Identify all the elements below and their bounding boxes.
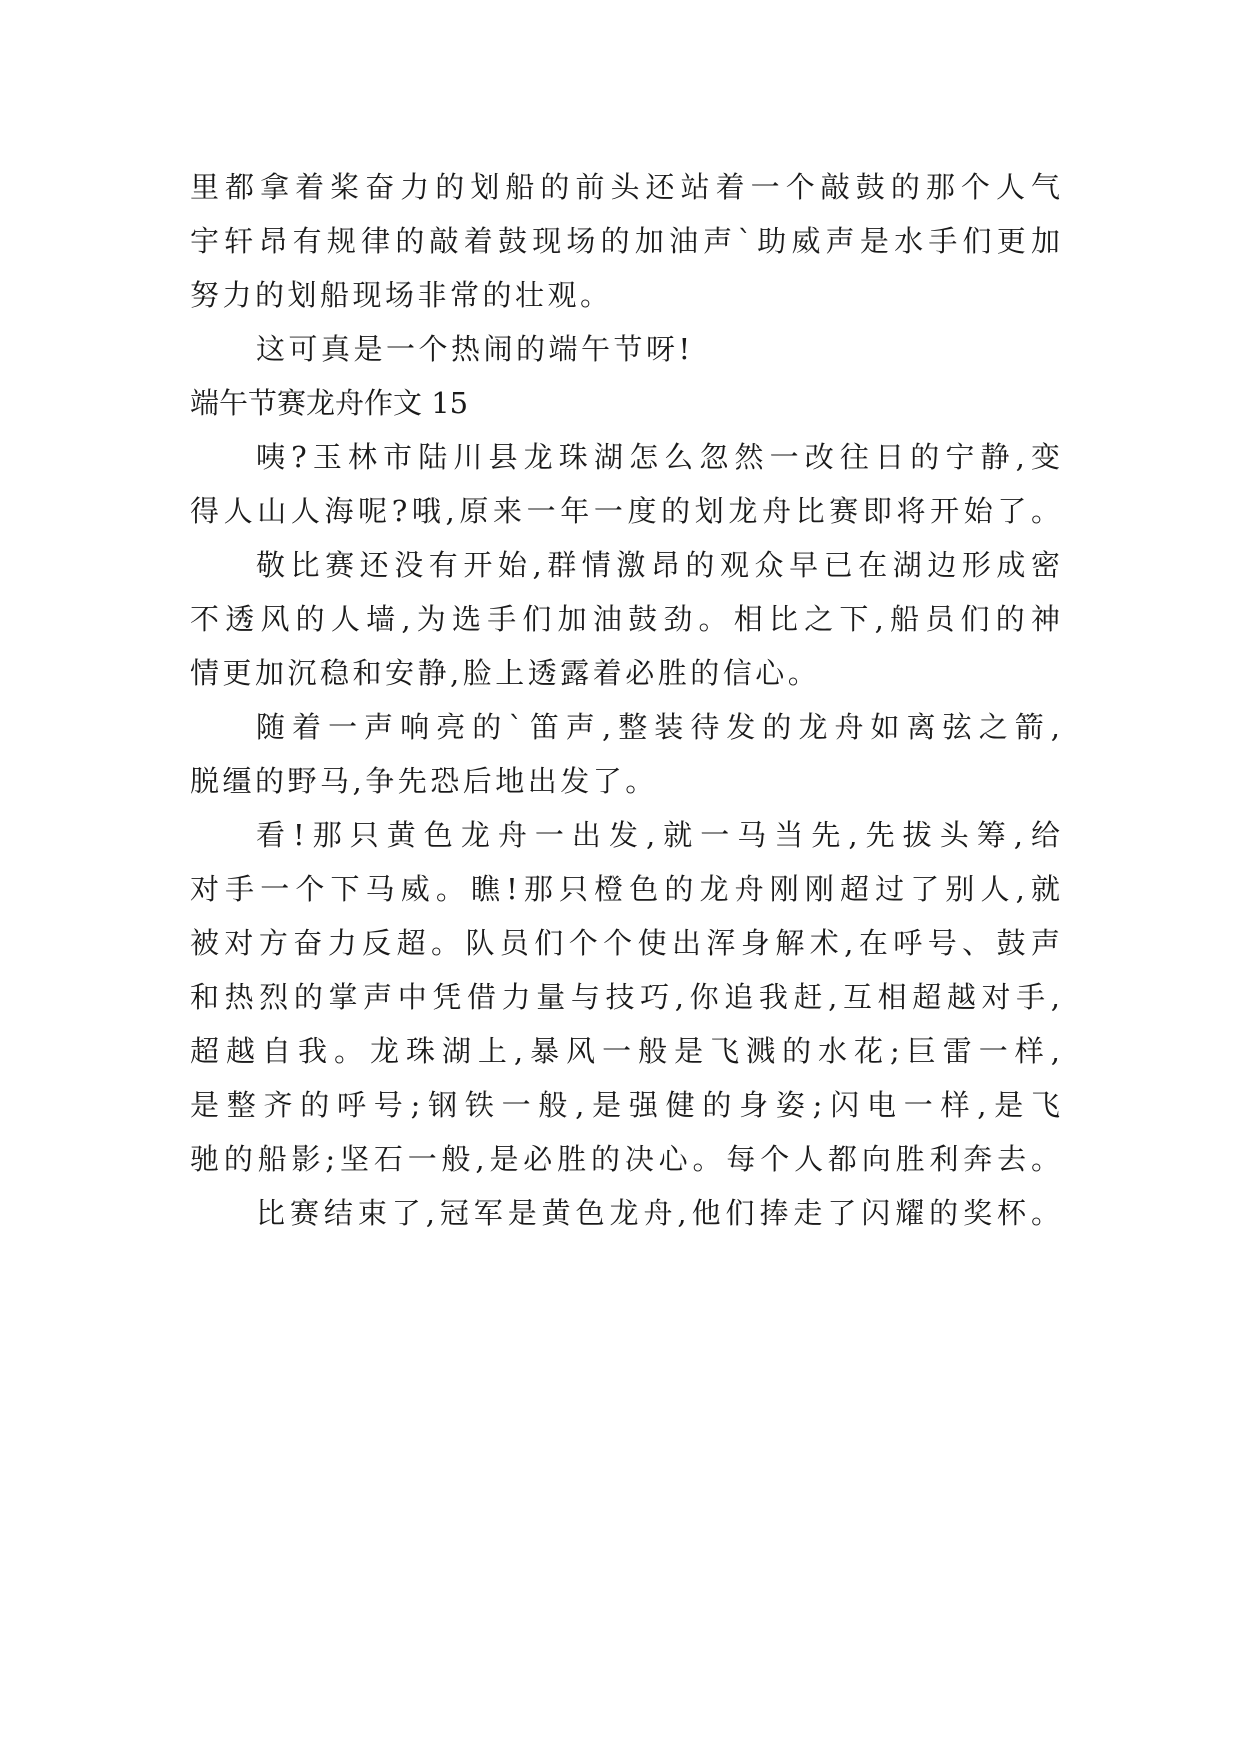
text-line: [190, 1186, 1060, 1240]
text-line: [190, 538, 1060, 592]
text-line: [190, 268, 1060, 322]
text-line-content: 被对方奋力反超。队员们个个使出浑身解术,在呼号、鼓声: [190, 926, 1060, 960]
text-line-content: 和热烈的掌声中凭借力量与技巧,你追我赶,互相超越对手,: [190, 980, 1060, 1014]
text-line: [190, 322, 1060, 376]
text-line-content: 宇轩昂有规律的敲着鼓现场的加油声`助威声是水手们更加: [190, 224, 1060, 258]
text-line-content: 敬比赛还没有开始,群情激昂的观众早已在湖边形成密: [256, 548, 1060, 582]
text-line: [190, 970, 1060, 1024]
text-line: [190, 430, 1060, 484]
text-line: [190, 1132, 1060, 1186]
text-line: [190, 214, 1060, 268]
text-line-content: 超越自我。龙珠湖上,暴风一般是飞溅的水花;巨雷一样,: [190, 1034, 1060, 1068]
text-line: [190, 700, 1060, 754]
text-line: [190, 484, 1060, 538]
text-line-content: 随着一声响亮的`笛声,整装待发的龙舟如离弦之箭,: [256, 710, 1060, 744]
text-line: [190, 646, 1060, 700]
text-line-content: 得人山人海呢?哦,原来一年一度的划龙舟比赛即将开始了。: [190, 494, 1060, 528]
text-line: [190, 1024, 1060, 1078]
text-line-content: 是整齐的呼号;钢铁一般,是强健的身姿;闪电一样,是飞: [190, 1088, 1060, 1122]
text-line: [190, 1078, 1060, 1132]
text-line: [190, 808, 1060, 862]
text-line-content: 里都拿着桨奋力的划船的前头还站着一个敲鼓的那个人气: [190, 170, 1060, 204]
text-line-content: 咦?玉林市陆川县龙珠湖怎么忽然一改往日的宁静,变: [256, 440, 1060, 474]
text-line-content: 不透风的人墙,为选手们加油鼓劲。相比之下,船员们的神: [190, 602, 1060, 636]
section-heading-text: 端午节赛龙舟作文 15: [190, 386, 469, 420]
section-heading: [190, 376, 1060, 430]
text-line-content: 驰的船影;坚石一般,是必胜的决心。每个人都向胜利奔去。: [190, 1142, 1060, 1176]
text-line-content: 脱缰的野马,争先恐后地出发了。: [190, 764, 658, 798]
text-line-content: 比赛结束了,冠军是黄色龙舟,他们捧走了闪耀的奖杯。: [256, 1196, 1060, 1230]
text-line: [190, 160, 1060, 214]
text-line: [190, 754, 1060, 808]
text-line-content: 努力的划船现场非常的壮观。: [190, 278, 613, 312]
text-line: [190, 916, 1060, 970]
essay-text: [190, 160, 1060, 1240]
text-line-content: 看!那只黄色龙舟一出发,就一马当先,先拔头筹,给: [256, 818, 1060, 852]
text-line-content: 这可真是一个热闹的端午节呀!: [256, 332, 694, 366]
text-line-content: 对手一个下马威。瞧!那只橙色的龙舟刚刚超过了别人,就: [190, 872, 1060, 906]
text-line: [190, 592, 1060, 646]
text-line-content: 情更加沉稳和安静,脸上透露着必胜的信心。: [190, 656, 821, 690]
text-line: [190, 862, 1060, 916]
